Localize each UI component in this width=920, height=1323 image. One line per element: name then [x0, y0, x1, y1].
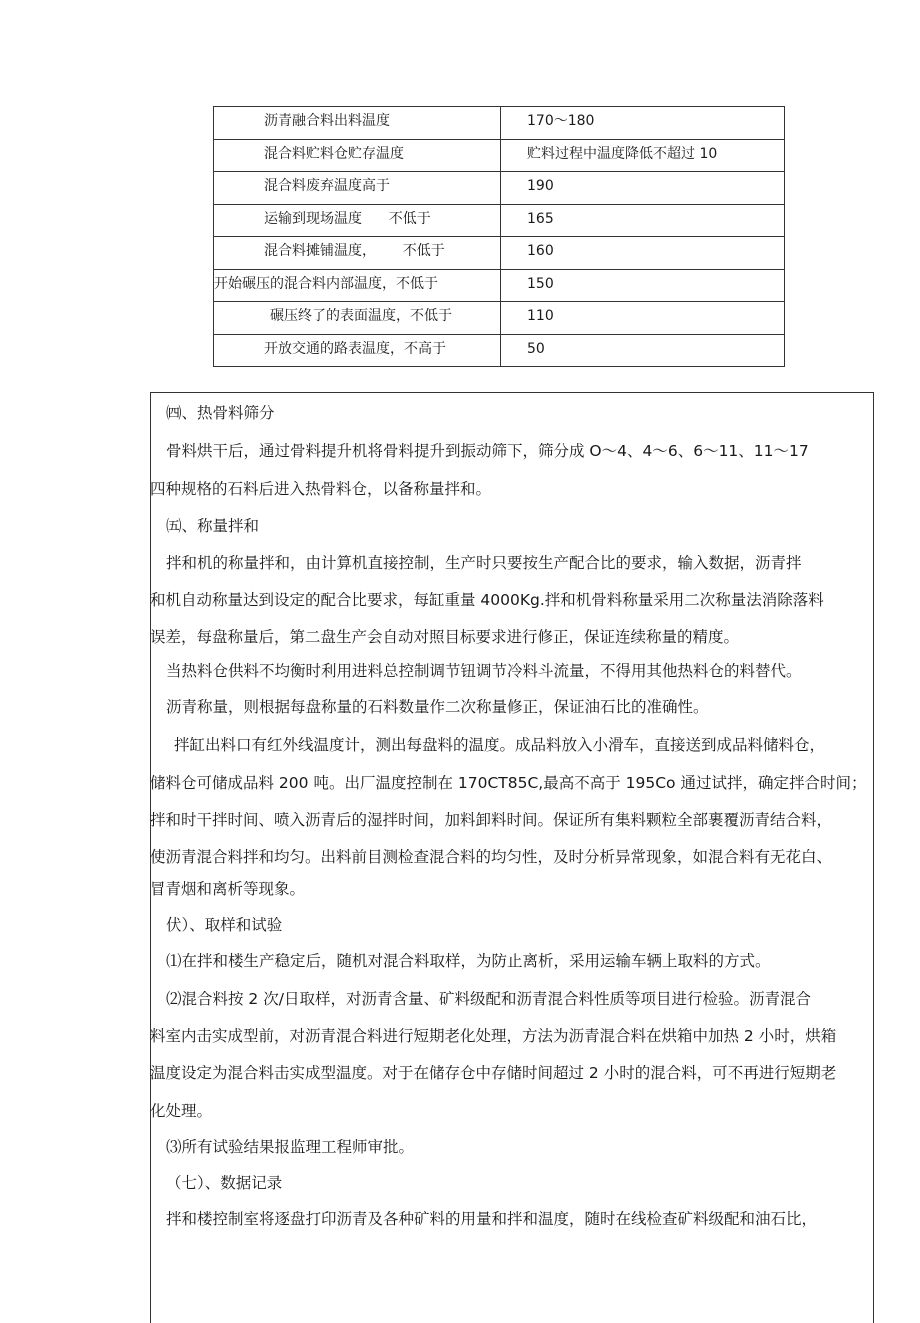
paragraph-line: 温度设定为混合料击实成型温度。对于在储存仓中存储时间超过 2 小时的混合料，可不再进行短期老 [150, 1064, 837, 1082]
table-cell-label: 混合料贮料仓贮存温度 [214, 139, 501, 172]
paragraph-line: 拌和时干拌时间、喷入沥青后的湿拌时间，加料卸料时间。保证所有集料颗粒全部裹覆沥青结合料， [150, 811, 833, 829]
table-row [214, 172, 785, 205]
temperature-table [213, 106, 785, 367]
paragraph-line: ⑶所有试验结果报监理工程师审批。 [166, 1138, 415, 1156]
section-heading-weighing: ㈤、称量拌和 [166, 517, 260, 535]
table-cell-label: 沥青融合料出料温度 [214, 107, 501, 140]
paragraph-line: 冒青烟和离析等现象。 [150, 880, 306, 898]
paragraph-line: 当热料仓供料不均衡时利用进料总控制调节钮调节冷料斗流量，不得用其他热料仓的料替代。 [166, 662, 802, 680]
paragraph-line: 化处理。 [150, 1102, 213, 1120]
table-cell-value: 170～180 [501, 107, 785, 140]
paragraph-line: 骨料烘干后，通过骨料提升机将骨料提升到振动筛下，筛分成 O～4、4～6、6～11、11～17 [166, 442, 809, 460]
paragraph-line: 拌和机的称量拌和，由计算机直接控制，生产时只要按生产配合比的要求，输入数据，沥青拌 [166, 554, 802, 572]
table-row [214, 334, 785, 367]
table-cell-value: 110 [501, 302, 785, 335]
table-row [214, 302, 785, 335]
paragraph-line: 沥青称量，则根据每盘称量的石料数量作二次称量修正，保证油石比的准确性。 [166, 698, 709, 716]
table-row [214, 204, 785, 237]
table-cell-label: 混合料摊铺温度， 不低于 [214, 237, 501, 270]
table-cell-label: 混合料废弃温度高于 [214, 172, 501, 205]
paragraph-line: 储料仓可储成品料 200 吨。出厂温度控制在 170CT85C,最高不高于 195Co 通过试拌，确定拌合时间； [150, 774, 867, 792]
paragraph-line: ⑴在拌和楼生产稳定后，随机对混合料取样，为防止离析，采用运输车辆上取料的方式。 [166, 952, 771, 970]
paragraph-line: ⑵混合料按 2 次/日取样，对沥青含量、矿料级配和沥青混合料性质等项目进行检验。沥青混合 [166, 990, 811, 1008]
table-row [214, 139, 785, 172]
section-heading-data-record: （七）、数据记录 [166, 1174, 283, 1192]
table-cell-value: 贮料过程中温度降低不超过 10 [501, 139, 785, 172]
paragraph-line: 误差，每盘称量后，第二盘生产会自动对照目标要求进行修正，保证连续称量的精度。 [150, 628, 740, 646]
paragraph-line: 使沥青混合料拌和均匀。出料前目测检查混合料的均匀性，及时分析异常现象，如混合料有无花白、 [150, 848, 833, 866]
paragraph-line: 料室内击实成型前，对沥青混合料进行短期老化处理，方法为沥青混合料在烘箱中加热 2 小时，烘箱 [150, 1027, 837, 1045]
table-cell-label: 开始碾压的混合料内部温度，不低于 [214, 269, 501, 302]
table-row [214, 269, 785, 302]
table-cell-value: 50 [501, 334, 785, 367]
paragraph-line: 拌缸出料口有红外线温度计，测出每盘料的温度。成品料放入小滑车，直接送到成品料储料仓， [174, 736, 826, 754]
table-row [214, 237, 785, 270]
section-heading-hot-aggregate: ㈣、热骨料筛分 [166, 404, 275, 422]
table-cell-label: 开放交通的路表温度，不高于 [214, 334, 501, 367]
section-heading-sampling: 伏）、取样和试验 [166, 916, 283, 934]
paragraph-line: 拌和楼控制室将逐盘打印沥青及各种矿料的用量和拌和温度，随时在线检查矿料级配和油石比， [166, 1210, 818, 1228]
table-cell-value: 165 [501, 204, 785, 237]
paragraph-line: 和机自动称量达到设定的配合比要求，每缸重量 4000Kg.拌和机骨料称量采用二次称量法消除落料 [150, 591, 824, 609]
table-cell-value: 160 [501, 237, 785, 270]
paragraph-line: 四种规格的石料后进入热骨料仓，以备称量拌和。 [150, 480, 492, 498]
table-row [214, 107, 785, 140]
table-cell-value: 190 [501, 172, 785, 205]
table-cell-label: 碾压终了的表面温度，不低于 [214, 302, 501, 335]
table-cell-label: 运输到现场温度 不低于 [214, 204, 501, 237]
table-cell-value: 150 [501, 269, 785, 302]
